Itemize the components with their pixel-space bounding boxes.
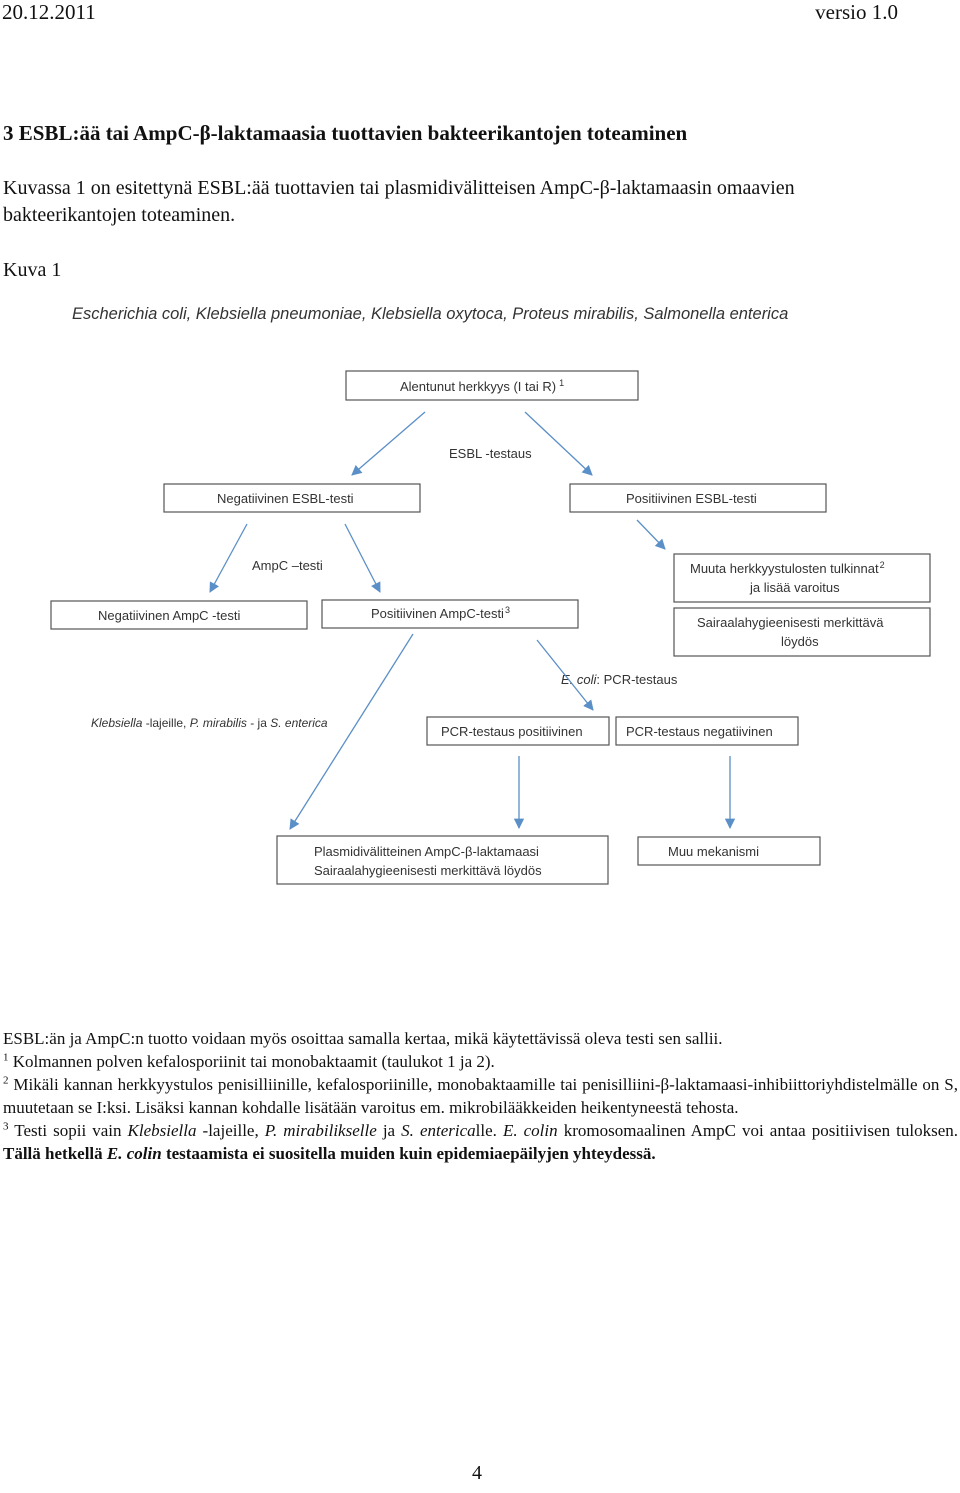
footnote-3-ecoli: E. colin: [502, 1121, 558, 1140]
arrow-esbl-negative-to-ampc-positive: [345, 524, 380, 592]
footnote-3-marker: 3: [3, 1120, 9, 1133]
ecoli-pcr-label: E. coli: PCR-testaus: [561, 672, 678, 687]
footnote-3-text-b: -lajeille,: [196, 1121, 265, 1140]
hygiene-finding-line1: Sairaalahygieenisesti merkittävä: [697, 615, 884, 630]
footnote-1: [3, 1050, 958, 1073]
footnote-3-text-f: kromosomaalinen AmpC voi antaa positiivisen tuloksen.: [557, 1121, 958, 1140]
footnote-2: [3, 1073, 958, 1119]
footnote-3: [3, 1119, 958, 1165]
footnote-3-text-d: lle.: [475, 1121, 503, 1140]
arrow-esbl-positive-to-interpret: [637, 520, 665, 549]
ampc-negative-label: Negatiivinen AmpC -testi: [98, 608, 241, 623]
reduced-sensitivity-label: Alentunut herkkyys (I tai R) $^1$: [400, 378, 565, 394]
footnote-2-text: Mikäli kannan herkkyystulos penisilliinille, kefalosporiinille, monobaktaamille tai penisilliini-β-laktamaasi-inhibiittoriyhdistelmälle on S, muutetaan se I:ksi. Lisäksi kannan kohdalle lisätään varoitus em. mikrobilääkkeiden heikentyneestä tehosta.: [3, 1075, 958, 1117]
footnote-3-pmirabilis: P. mirabilikselle: [264, 1121, 377, 1140]
simultaneous-testing-note: ESBL:än ja AmpC:n tuotto voidaan myös osoittaa samalla kertaa, mikä käytettävissä oleva testi sen sallii.: [3, 1029, 723, 1048]
arrow-ampc-positive-to-plasmid: [290, 634, 413, 829]
footnote-3-klebsiella: Klebsiella: [127, 1121, 197, 1140]
page-number: 4: [472, 1462, 482, 1484]
ampc-test-label: AmpC –testi: [252, 558, 323, 573]
ampc-positive-label: Positiivinen AmpC-testi$^3$: [371, 605, 510, 621]
arrow-esbl-negative-to-ampc-negative: [210, 524, 247, 592]
footnote-3-recommendation: Tällä hetkellä E. colin testaamista ei suositella muiden kuin epidemiaepäilyjen yhteydessä.: [3, 1144, 656, 1163]
arrow-reduced-to-esbl-positive: [525, 412, 592, 475]
section-title: 3 ESBL:ää tai AmpC-β-laktamaasia tuottavien bakteerikantojen toteaminen: [3, 121, 688, 145]
footnote-3-text-c: ja: [376, 1121, 402, 1140]
footnote-3-text-a: Testi sopii vain: [8, 1121, 128, 1140]
hygiene-finding-line2: löydös: [781, 634, 819, 649]
interpret-results-line2: ja lisää varoitus: [750, 580, 840, 595]
footnote-1-text: Kolmannen polven kefalosporiinit tai monobaktaamit (taulukot 1 ja 2).: [8, 1052, 495, 1071]
intro-paragraph-line1: Kuvassa 1 on esitettynä ESBL:ää tuottavien tai plasmidivälitteisen AmpC-β-laktamaasin omaavien: [3, 177, 795, 199]
header-date: 20.12.2011: [2, 0, 96, 24]
plasmid-ampc-line1: Plasmidivälitteinen AmpC-β-laktamaasi: [314, 844, 539, 859]
esbl-negative-label: Negatiivinen ESBL-testi: [217, 491, 354, 506]
flowchart-diagram: [40, 296, 940, 896]
esbl-positive-label: Positiivinen ESBL-testi: [626, 491, 757, 506]
species-list: Escherichia coli, Klebsiella pneumoniae, Klebsiella oxytoca, Proteus mirabilis, Salmonella enterica: [72, 305, 789, 323]
pcr-positive-label: PCR-testaus positiivinen: [441, 724, 583, 739]
plasmid-ampc-line2: Sairaalahygieenisesti merkittävä löydös: [314, 863, 542, 878]
arrow-reduced-to-esbl-negative: [352, 412, 425, 475]
interpret-results-line1: Muuta herkkyystulosten tulkinnat$^2$: [690, 560, 885, 576]
intro-paragraph-line2: bakteerikantojen toteaminen.: [3, 204, 236, 226]
header-version: versio 1.0: [815, 0, 898, 24]
species-subset-label: Klebsiella -lajeille, P. mirabilis - ja S. enterica: [91, 716, 328, 730]
figure-label: Kuva 1: [3, 259, 62, 281]
footnote-3-senterica: S. enterica: [401, 1121, 476, 1140]
footnotes: [3, 1027, 958, 1165]
other-mechanism-label: Muu mekanismi: [668, 844, 760, 859]
footnote-2-marker: 2: [3, 1074, 9, 1087]
esbl-testing-label: ESBL -testaus: [449, 446, 532, 461]
pcr-negative-label: PCR-testaus negatiivinen: [626, 724, 773, 739]
footnote-1-marker: 1: [3, 1051, 9, 1064]
